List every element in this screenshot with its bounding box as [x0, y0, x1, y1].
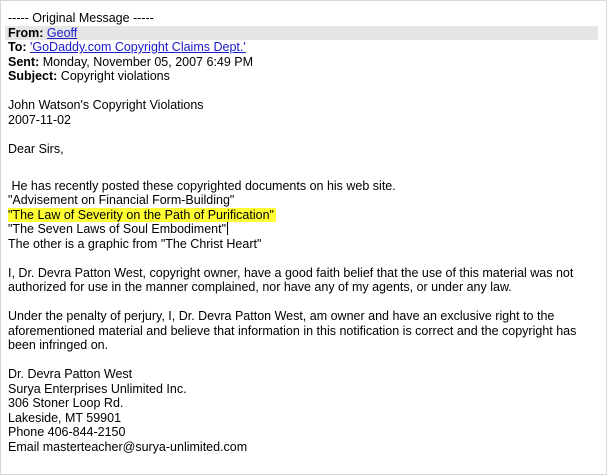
sent-value: Monday, November 05, 2007 6:49 PM — [42, 54, 254, 69]
from-row — [5, 26, 598, 41]
sent-label: Sent: — [8, 54, 40, 69]
document-item: The other is a graphic from "The Christ Heart" — [8, 236, 262, 251]
signature-phone: Phone 406-844-2150 — [8, 425, 126, 439]
to-link[interactable]: 'GoDaddy.com Copyright Claims Dept.' — [30, 40, 246, 54]
text-cursor — [227, 222, 228, 235]
signature-email: Email masterteacher@surya-unlimited.com — [8, 439, 248, 454]
good-faith-paragraph: I, Dr. Devra Patton West, copyright owner, have a good faith belief that the use of this material was not authorized for use in the manner complained, nor have any of my agents, or under any law. — [8, 265, 574, 294]
original-message-divider: ----- Original Message ----- — [8, 11, 154, 25]
document-item — [8, 222, 603, 237]
email-message — [8, 11, 603, 454]
subject-label: Subject: — [8, 69, 58, 83]
document-item: "Advisement on Financial Form-Building" — [8, 193, 235, 207]
body-heading: John Watson's Copyright Violations — [8, 98, 204, 112]
from-link[interactable]: Geoff — [46, 25, 78, 40]
body-date: 2007-11-02 — [8, 112, 72, 127]
subject-row — [8, 69, 603, 84]
document-item-text: "The Seven Laws of Soul Embodiment" — [8, 222, 227, 236]
perjury-paragraph: Under the penalty of perjury, I, Dr. Devra Patton West, am owner and have an exclusive right to the aforementioned material and believe that information in this notification is correct and the copyright has been infringed on. — [8, 309, 577, 352]
signature-city: Lakeside, MT 59901 — [8, 410, 122, 425]
signature-street: 306 Stoner Loop Rd. — [8, 396, 124, 410]
signature-name: Dr. Devra Patton West — [8, 367, 133, 381]
greeting: Dear Sirs, — [8, 141, 64, 156]
highlighted-text: "The Law of Severity on the Path of Purification" — [8, 207, 274, 222]
intro-line: He has recently posted these copyrighted documents on his web site. — [8, 178, 396, 193]
from-label: From: — [8, 25, 44, 40]
signature-company: Surya Enterprises Unlimited Inc. — [8, 381, 187, 396]
to-row — [8, 40, 603, 55]
sent-row — [8, 55, 603, 70]
subject-value: Copyright violations — [60, 69, 170, 83]
to-label: To: — [8, 40, 27, 54]
document-item-highlighted — [8, 208, 603, 223]
